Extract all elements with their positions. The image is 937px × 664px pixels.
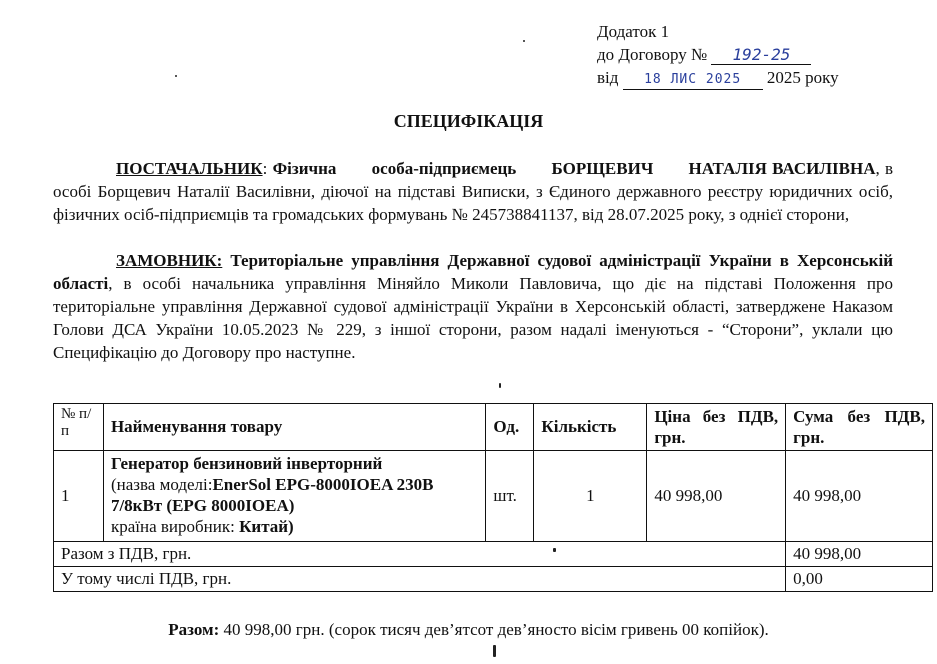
vat-label: У тому числі ПДВ, грн. [54, 567, 786, 592]
header-sum: Сума без ПДВ, грн. [786, 404, 933, 451]
supplier-label: ПОСТАЧАЛЬНИК [116, 159, 263, 178]
header-qty: Кількість [534, 404, 647, 451]
product-model-line [111, 474, 478, 516]
supplier-text: , в особі Борщевич Наталії Василівни, діючої на підставі Виписки, з Єдиного державного реєстру юридичних осіб, фізичних осіб-підприємців та громадських формувань № 245738841137, від 28.07.2025 року, з однієї сторони, [53, 159, 894, 224]
row-sum: 40 998,00 [786, 451, 933, 542]
header-num: № п/п [54, 404, 104, 451]
supplier-paragraph [53, 157, 893, 226]
customer-paragraph [53, 249, 893, 364]
scan-speck [493, 645, 496, 657]
table-row [54, 451, 933, 542]
product-title: Генератор бензиновий інверторний [110, 454, 383, 473]
document-title: СПЕЦИФІКАЦІЯ [393, 111, 544, 131]
row-product [103, 451, 485, 542]
contract-number-line [597, 43, 839, 66]
scan-speck [175, 75, 177, 77]
row-qty: 1 [534, 451, 647, 542]
scan-speck [499, 383, 501, 388]
vat-row [54, 567, 933, 592]
contract-date-prefix: від [597, 68, 619, 87]
contract-date-suffix: 2025 року [766, 68, 839, 87]
header-price: Ціна без ПДВ, грн. [647, 404, 786, 451]
total-text: 40 998,00 грн. (сорок тисяч дев’ятсот дев’яносто вісім гривень 00 копійок). [219, 620, 769, 639]
supplier-label-colon: : [262, 159, 268, 178]
total-line [0, 620, 937, 640]
product-country-line [111, 516, 478, 537]
supplier-name-part2: ВАСИЛІВНА [772, 159, 876, 178]
contract-number-prefix: до Договору № [597, 45, 708, 64]
product-country-prefix: країна виробник: [110, 517, 240, 536]
total-label: Разом: [168, 620, 220, 639]
total-with-vat-label: Разом з ПДВ, грн. [54, 542, 786, 567]
product-country: Китай) [239, 517, 294, 536]
product-model-prefix: (назва моделі: [110, 475, 213, 494]
addendum-title: Додаток 1 [597, 22, 670, 41]
addendum-header [597, 20, 839, 90]
specification-table [53, 403, 933, 592]
customer-text: , в особі начальника управління Міняйло Миколи Павловича, що діє на підставі Положення про територіальне управління Державної судової адміністрації України в Херсонській області, затверджене Наказом Голови ДСА України 10.05.2023 № 229, з іншої сторони, разом надалі іменуються - “Сторони”, уклали цю Специфікацію до Договору про наступне. [53, 274, 893, 362]
vat-value: 0,00 [786, 567, 933, 592]
table-header-row [54, 404, 933, 451]
contract-number-handwritten: 192-25 [711, 46, 811, 65]
scan-speck [553, 548, 556, 552]
total-with-vat-value: 40 998,00 [786, 542, 933, 567]
contract-date-stamp: 18 ЛИС 2025 [623, 71, 763, 90]
contract-date-line [597, 66, 839, 90]
row-price: 40 998,00 [647, 451, 786, 542]
supplier-name-part1: Фізична особа-підприємець БОРЩЕВИЧ НАТАЛІЯ [272, 159, 767, 178]
scan-speck [523, 40, 525, 42]
total-with-vat-row [54, 542, 933, 567]
row-num: 1 [54, 451, 104, 542]
product-model: EnerSol EPG-8000IOEA 230В 7/8кВт (EPG 8000IOEA) [110, 475, 434, 515]
row-unit: шт. [486, 451, 534, 542]
header-name: Найменування товару [103, 404, 485, 451]
customer-label: ЗАМОВНИК: [116, 251, 223, 270]
header-unit: Од. [486, 404, 534, 451]
customer-name: Територіальне управління Державної судової адміністрації України в Херсонській області [53, 251, 893, 293]
